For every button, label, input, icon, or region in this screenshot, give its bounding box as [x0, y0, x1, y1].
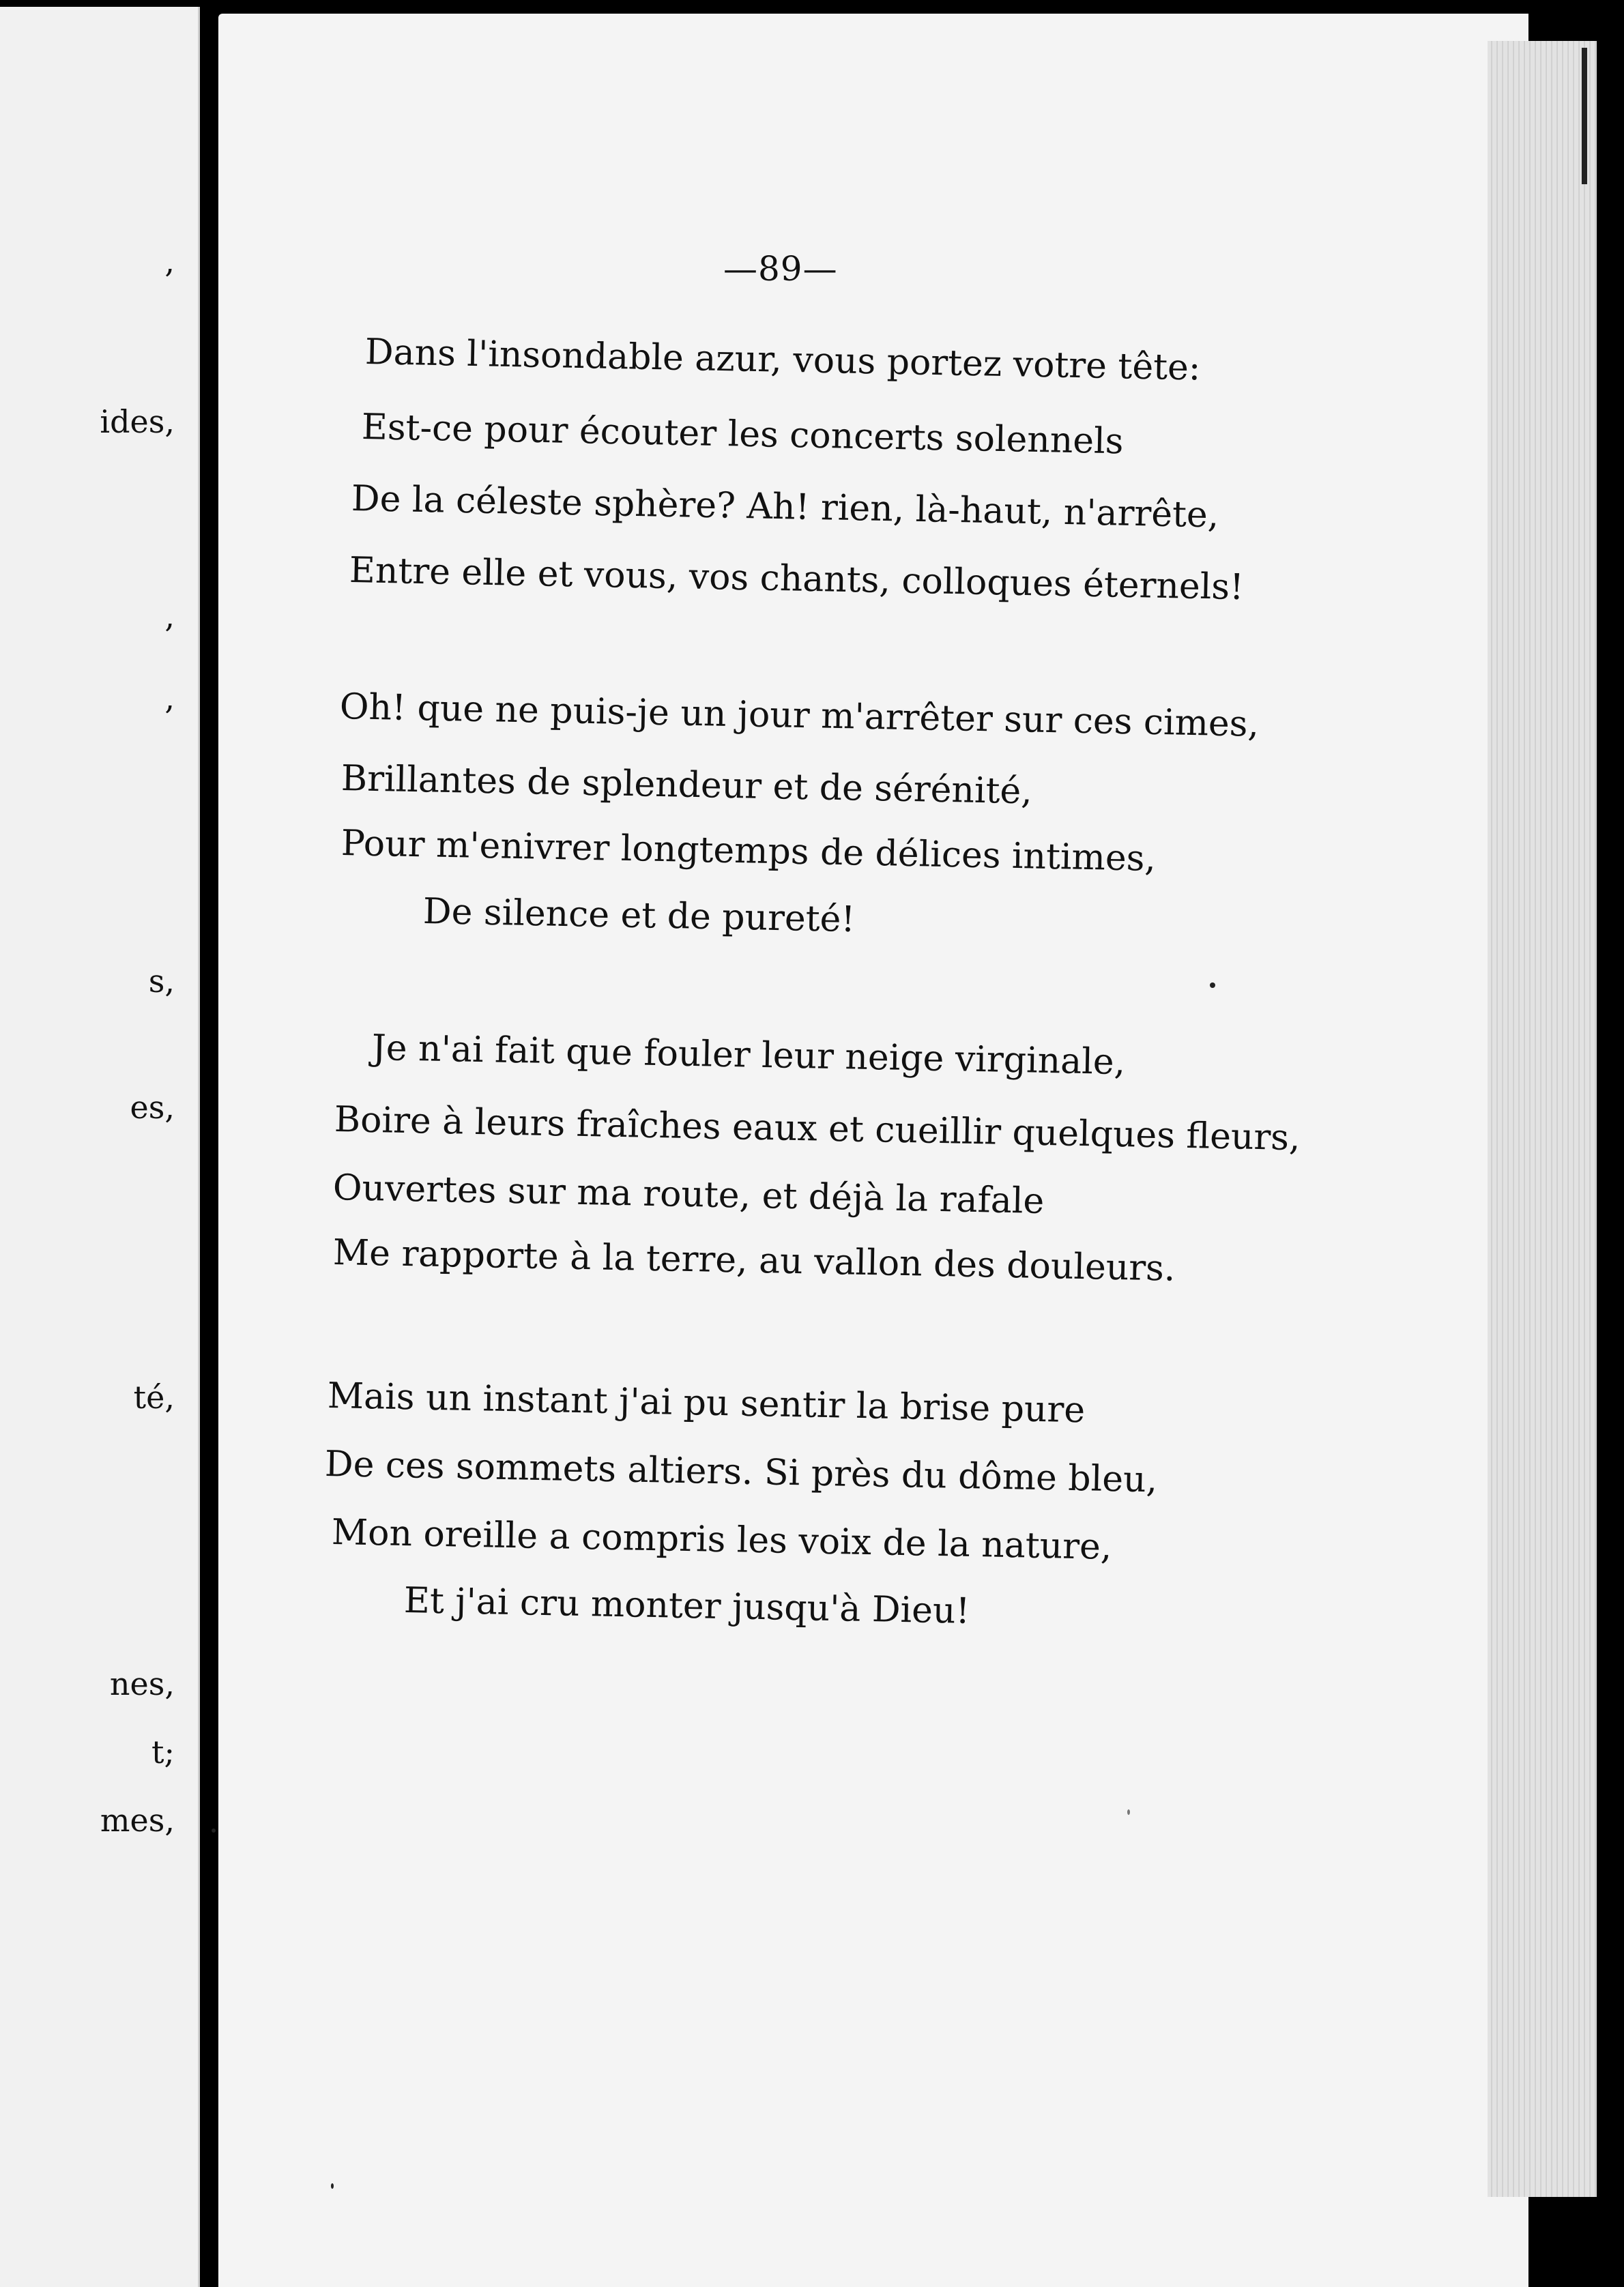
left-page-fragment: nes, — [109, 1665, 175, 1702]
ink-speck — [1127, 1809, 1130, 1815]
poem-line: De ces sommets altiers. Si près du dôme bleu, — [324, 1444, 1158, 1501]
left-page-fragment: mes, — [100, 1802, 175, 1839]
poem-line: Ouvertes sur ma route, et déjà la rafale — [332, 1167, 1045, 1223]
poem-line: Brillantes de splendeur et de sérénité, — [340, 758, 1033, 813]
poem-line: De la céleste sphère? Ah! rien, là-haut, n'arrête, — [351, 478, 1219, 536]
poem-line: Est-ce pour écouter les concerts solennels — [361, 407, 1125, 463]
poem-line: Boire à leurs fraîches eaux et cueillir quelques fleurs, — [334, 1099, 1301, 1159]
ink-speck — [212, 1829, 216, 1833]
poem-line: Je n'ai fait que fouler leur neige virginale, — [371, 1028, 1126, 1083]
poem-line: Et j'ai cru monter jusqu'à Dieu! — [403, 1580, 970, 1632]
left-page-fragment: s, — [148, 963, 175, 1000]
ink-speck — [1210, 982, 1215, 988]
left-page-fragment: es, — [130, 1089, 175, 1126]
poem-line: De silence et de pureté! — [422, 891, 856, 941]
left-page-fragment: , — [164, 680, 175, 716]
poem-line: Mais un instant j'ai pu sentir la brise pure — [327, 1375, 1086, 1431]
left-page-fragment: , — [164, 243, 175, 280]
left-page-fragment: té, — [133, 1379, 175, 1416]
left-page-fragment: , — [164, 598, 175, 635]
left-page-fragment: t; — [151, 1734, 175, 1771]
ink-speck — [331, 2183, 334, 2189]
left-page-fragment: ides, — [100, 403, 175, 440]
poem-line: Entre elle et vous, vos chants, colloques éternels! — [349, 550, 1245, 609]
page-number: —89— — [723, 249, 838, 289]
poem-line: Me rapporte à la terre, au vallon des douleurs. — [332, 1232, 1176, 1290]
poem-line: Mon oreille a compris les voix de la nature, — [331, 1512, 1112, 1568]
poem-line: Pour m'enivrer longtemps de délices intimes, — [340, 823, 1157, 879]
poem-line: Dans l'insondable azur, vous portez votre tête: — [364, 332, 1201, 389]
poem-line: Oh! que ne puis-je un jour m'arrêter sur ces cimes, — [339, 686, 1260, 745]
